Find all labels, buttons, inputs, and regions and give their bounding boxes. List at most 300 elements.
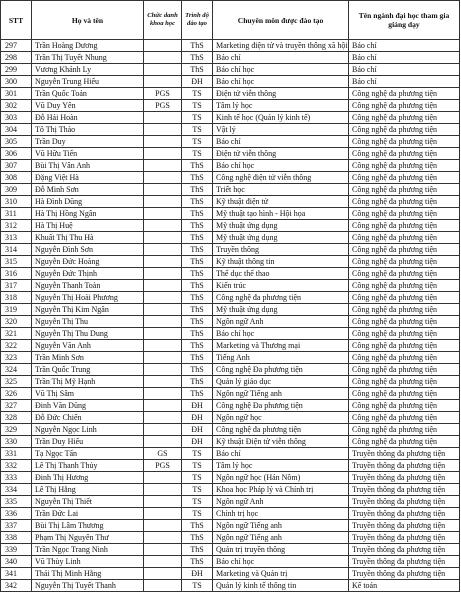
cell-stt: 299	[1, 64, 32, 76]
cell-title	[144, 400, 182, 412]
header-title: Chức danh khoa học	[144, 1, 182, 40]
cell-name: Nguyễn Thanh Toàn	[32, 280, 144, 292]
cell-field: Truyền thông đa phương tiện	[349, 484, 460, 496]
cell-major: Quản lý giáo dục	[213, 376, 349, 388]
table-row	[1, 580, 460, 592]
cell-stt: 329	[1, 424, 32, 436]
cell-stt: 313	[1, 232, 32, 244]
cell-title	[144, 352, 182, 364]
cell-title	[144, 436, 182, 448]
table-row	[1, 268, 460, 280]
cell-name: Nguyễn Văn Anh	[32, 340, 144, 352]
cell-major: Truyền thông	[213, 244, 349, 256]
cell-degree: ThS	[182, 244, 213, 256]
cell-major: Công nghệ điện tử viễn thông	[213, 172, 349, 184]
cell-degree: ThS	[182, 196, 213, 208]
cell-stt: 326	[1, 388, 32, 400]
cell-name: Trần Duy Hiếu	[32, 436, 144, 448]
cell-title	[144, 412, 182, 424]
cell-title	[144, 268, 182, 280]
cell-title	[144, 544, 182, 556]
cell-field: Truyền thông đa phương tiện	[349, 568, 460, 580]
cell-stt: 322	[1, 340, 32, 352]
cell-field: Báo chí	[349, 64, 460, 76]
table-row	[1, 460, 460, 472]
cell-major: Khoa học Pháp lý và Chính trị	[213, 484, 349, 496]
cell-stt: 301	[1, 88, 32, 100]
cell-name: Đinh Thị Hương	[32, 472, 144, 484]
table-row	[1, 364, 460, 376]
cell-title	[144, 556, 182, 568]
cell-degree: ThS	[182, 376, 213, 388]
cell-degree: TS	[182, 88, 213, 100]
table-row	[1, 448, 460, 460]
table-row	[1, 508, 460, 520]
cell-name: Trần Duy	[32, 136, 144, 148]
cell-field: Công nghệ đa phương tiện	[349, 340, 460, 352]
cell-field: Công nghệ đa phương tiện	[349, 232, 460, 244]
cell-major: Ngôn ngữ Tiếng anh	[213, 532, 349, 544]
cell-degree: ĐH	[182, 568, 213, 580]
cell-degree: ThS	[182, 52, 213, 64]
cell-stt: 342	[1, 580, 32, 592]
cell-field: Công nghệ đa phương tiện	[349, 244, 460, 256]
cell-major: Công nghệ đa phương tiện	[213, 292, 349, 304]
cell-title	[144, 388, 182, 400]
cell-stt: 318	[1, 292, 32, 304]
cell-field: Công nghệ đa phương tiện	[349, 172, 460, 184]
cell-name: Nguyễn Thị Kim Ngân	[32, 304, 144, 316]
cell-major: Quản trị truyền thông	[213, 544, 349, 556]
cell-stt: 298	[1, 52, 32, 64]
cell-field: Công nghệ đa phương tiện	[349, 124, 460, 136]
cell-field: Báo chí	[349, 40, 460, 52]
cell-name: Vũ Thị Sâm	[32, 388, 144, 400]
cell-major: Tâm lý học	[213, 100, 349, 112]
cell-major: Điện tử viễn thông	[213, 148, 349, 160]
cell-field: Truyền thông đa phương tiện	[349, 460, 460, 472]
cell-major: Kiến trúc	[213, 280, 349, 292]
cell-stt: 339	[1, 544, 32, 556]
cell-major: Báo chí học	[213, 76, 349, 88]
table-row	[1, 76, 460, 88]
cell-name: Đỗ Minh Sơn	[32, 184, 144, 196]
cell-degree: ThS	[182, 40, 213, 52]
cell-title	[144, 220, 182, 232]
cell-stt: 297	[1, 40, 32, 52]
table-row	[1, 376, 460, 388]
table-row	[1, 256, 460, 268]
cell-name: Nguyễn Thị Thu	[32, 316, 144, 328]
table-row	[1, 340, 460, 352]
table-row	[1, 280, 460, 292]
cell-field: Công nghệ đa phương tiện	[349, 280, 460, 292]
cell-field: Truyền thông đa phương tiện	[349, 472, 460, 484]
table-row	[1, 316, 460, 328]
cell-title	[144, 64, 182, 76]
cell-name: Trần Quốc Toản	[32, 88, 144, 100]
cell-name: Tạ Ngọc Tấn	[32, 448, 144, 460]
cell-field: Công nghệ đa phương tiện	[349, 364, 460, 376]
cell-field: Công nghệ đa phương tiện	[349, 376, 460, 388]
cell-title	[144, 376, 182, 388]
table-row	[1, 220, 460, 232]
cell-field: Công nghệ đa phương tiện	[349, 160, 460, 172]
cell-field: Truyền thông đa phương tiện	[349, 508, 460, 520]
cell-title	[144, 520, 182, 532]
cell-name: Hà Thị Huệ	[32, 220, 144, 232]
cell-degree: ThS	[182, 292, 213, 304]
cell-degree: TS	[182, 100, 213, 112]
cell-field: Công nghệ đa phương tiện	[349, 304, 460, 316]
cell-field: Công nghệ đa phương tiện	[349, 88, 460, 100]
cell-major: Marketing điện tử và truyền thông xã hội	[213, 40, 349, 52]
cell-degree: ThS	[182, 352, 213, 364]
table-row	[1, 496, 460, 508]
cell-name: Vương Khánh Ly	[32, 64, 144, 76]
cell-degree: ThS	[182, 184, 213, 196]
cell-field: Công nghệ đa phương tiện	[349, 196, 460, 208]
cell-stt: 324	[1, 364, 32, 376]
cell-stt: 309	[1, 184, 32, 196]
cell-name: Phạm Thị Nguyên Thư	[32, 532, 144, 544]
cell-title	[144, 40, 182, 52]
cell-major: Quản lý kinh tế thông tin	[213, 580, 349, 592]
cell-stt: 328	[1, 412, 32, 424]
table-row	[1, 544, 460, 556]
cell-degree: TS	[182, 496, 213, 508]
cell-name: Nguyễn Ngọc Linh	[32, 424, 144, 436]
cell-field: Kế toán	[349, 580, 460, 592]
cell-stt: 303	[1, 112, 32, 124]
table-row	[1, 424, 460, 436]
cell-field: Truyền thông đa phương tiện	[349, 448, 460, 460]
table-row	[1, 124, 460, 136]
cell-field: Công nghệ đa phương tiện	[349, 412, 460, 424]
cell-degree: ThS	[182, 316, 213, 328]
cell-degree: TS	[182, 148, 213, 160]
cell-title	[144, 184, 182, 196]
table-row	[1, 52, 460, 64]
cell-title	[144, 364, 182, 376]
cell-title	[144, 472, 182, 484]
table-row	[1, 556, 460, 568]
cell-title	[144, 196, 182, 208]
cell-field: Truyền thông đa phương tiện	[349, 532, 460, 544]
cell-name: Bùi Thị Lâm Thương	[32, 520, 144, 532]
cell-stt: 302	[1, 100, 32, 112]
cell-degree: ThS	[182, 172, 213, 184]
cell-degree: TS	[182, 484, 213, 496]
cell-title	[144, 568, 182, 580]
cell-name: Lê Thị Thanh Thủy	[32, 460, 144, 472]
cell-major: Ngôn ngữ Anh	[213, 316, 349, 328]
cell-field: Công nghệ đa phương tiện	[349, 424, 460, 436]
cell-field: Báo chí	[349, 52, 460, 64]
cell-title	[144, 208, 182, 220]
cell-title	[144, 232, 182, 244]
table-row	[1, 400, 460, 412]
cell-name: Trần Ngọc Trang Ninh	[32, 544, 144, 556]
table-header-row	[1, 1, 460, 40]
cell-degree: TS	[182, 472, 213, 484]
cell-major: Ngôn ngữ Tiếng anh	[213, 388, 349, 400]
cell-stt: 330	[1, 436, 32, 448]
cell-name: Vũ Thùy Linh	[32, 556, 144, 568]
cell-field: Công nghệ đa phương tiện	[349, 436, 460, 448]
header-degree: Trình độ đào tạo	[182, 1, 213, 40]
cell-title: PGS	[144, 88, 182, 100]
cell-major: Báo chí	[213, 52, 349, 64]
cell-title	[144, 580, 182, 592]
cell-degree: ThS	[182, 556, 213, 568]
cell-stt: 321	[1, 328, 32, 340]
table-row	[1, 436, 460, 448]
cell-degree: ĐH	[182, 436, 213, 448]
cell-major: Báo chí	[213, 136, 349, 148]
cell-degree: ĐH	[182, 424, 213, 436]
cell-degree: ĐH	[182, 76, 213, 88]
cell-degree: ThS	[182, 544, 213, 556]
cell-degree: ThS	[182, 328, 213, 340]
cell-field: Công nghệ đa phương tiện	[349, 148, 460, 160]
cell-name: Trần Thị Mỹ Hạnh	[32, 376, 144, 388]
table-row	[1, 100, 460, 112]
cell-title: PGS	[144, 100, 182, 112]
cell-degree: ThS	[182, 304, 213, 316]
cell-major: Công nghệ đa phương tiện	[213, 424, 349, 436]
cell-major: Ngôn ngữ Tiếng anh	[213, 520, 349, 532]
cell-major: Vật lý	[213, 124, 349, 136]
table-row	[1, 64, 460, 76]
cell-major: Tiếng Anh	[213, 352, 349, 364]
table-row	[1, 232, 460, 244]
cell-title	[144, 532, 182, 544]
table-row	[1, 352, 460, 364]
cell-field: Công nghệ đa phương tiện	[349, 220, 460, 232]
table-row	[1, 484, 460, 496]
cell-degree: ThS	[182, 388, 213, 400]
table-row	[1, 136, 460, 148]
cell-major: Thể dục thể thao	[213, 268, 349, 280]
cell-stt: 333	[1, 472, 32, 484]
cell-degree: TS	[182, 124, 213, 136]
cell-major: Công nghệ Đa phương tiện	[213, 364, 349, 376]
cell-stt: 338	[1, 532, 32, 544]
cell-field: Công nghệ đa phương tiện	[349, 112, 460, 124]
cell-stt: 327	[1, 400, 32, 412]
cell-major: Ngôn ngữ học	[213, 412, 349, 424]
cell-name: Khuất Thị Thu Hà	[32, 232, 144, 244]
cell-stt: 325	[1, 376, 32, 388]
cell-name: Vũ Duy Yên	[32, 100, 144, 112]
cell-title	[144, 136, 182, 148]
cell-stt: 323	[1, 352, 32, 364]
cell-degree: ThS	[182, 520, 213, 532]
cell-field: Truyền thông đa phương tiện	[349, 496, 460, 508]
cell-major: Triết học	[213, 184, 349, 196]
cell-stt: 312	[1, 220, 32, 232]
cell-major: Marketing và Thương mại	[213, 340, 349, 352]
cell-degree: TS	[182, 508, 213, 520]
table-row	[1, 88, 460, 100]
cell-stt: 314	[1, 244, 32, 256]
cell-major: Chính trị học	[213, 508, 349, 520]
table-row	[1, 520, 460, 532]
table-row	[1, 532, 460, 544]
cell-major: Báo chí học	[213, 64, 349, 76]
cell-major: Ngôn ngữ học (Hán Nôm)	[213, 472, 349, 484]
cell-name: Tô Thị Thảo	[32, 124, 144, 136]
cell-degree: ThS	[182, 220, 213, 232]
cell-title	[144, 328, 182, 340]
cell-name: Vũ Hữu Tiến	[32, 148, 144, 160]
cell-title	[144, 424, 182, 436]
cell-name: Nguyễn Đức Thịnh	[32, 268, 144, 280]
cell-title	[144, 124, 182, 136]
table-row	[1, 40, 460, 52]
cell-name: Nguyễn Thị Tuyết Thanh	[32, 580, 144, 592]
header-major: Chuyên môn được đào tạo	[213, 1, 349, 40]
cell-field: Công nghệ đa phương tiện	[349, 184, 460, 196]
cell-title	[144, 172, 182, 184]
table-row	[1, 412, 460, 424]
cell-field: Công nghệ đa phương tiện	[349, 352, 460, 364]
cell-degree: ThS	[182, 232, 213, 244]
cell-name: Đặng Việt Hà	[32, 172, 144, 184]
cell-name: Thái Thị Minh Hằng	[32, 568, 144, 580]
cell-major: Kỹ thuật Điện tử viễn thông	[213, 436, 349, 448]
cell-major: Điện tử viễn thông	[213, 88, 349, 100]
cell-stt: 304	[1, 124, 32, 136]
cell-name: Nguyễn Thị Thu Dung	[32, 328, 144, 340]
table-row	[1, 196, 460, 208]
cell-title: PGS	[144, 460, 182, 472]
cell-stt: 315	[1, 256, 32, 268]
cell-degree: TS	[182, 112, 213, 124]
cell-degree: ThS	[182, 364, 213, 376]
cell-stt: 335	[1, 496, 32, 508]
cell-title	[144, 112, 182, 124]
cell-stt: 305	[1, 136, 32, 148]
cell-major: Báo chí học	[213, 160, 349, 172]
table-row	[1, 244, 460, 256]
cell-stt: 308	[1, 172, 32, 184]
cell-name: Lê Thị Hằng	[32, 484, 144, 496]
cell-stt: 331	[1, 448, 32, 460]
cell-major: Kinh tế học (Quản lý kinh tế)	[213, 112, 349, 124]
cell-major: Mỹ thuật ứng dụng	[213, 232, 349, 244]
cell-field: Truyền thông đa phương tiện	[349, 544, 460, 556]
cell-title	[144, 508, 182, 520]
cell-name: Nguyễn Đình Sơn	[32, 244, 144, 256]
cell-stt: 306	[1, 148, 32, 160]
cell-title	[144, 292, 182, 304]
table-row	[1, 568, 460, 580]
cell-major: Ngôn ngữ Anh	[213, 496, 349, 508]
cell-degree: TS	[182, 460, 213, 472]
cell-title	[144, 244, 182, 256]
header-field: Tên ngành đại học tham gia giảng dạy	[349, 1, 460, 40]
cell-stt: 337	[1, 520, 32, 532]
cell-stt: 336	[1, 508, 32, 520]
cell-name: Hà Đình Dũng	[32, 196, 144, 208]
cell-stt: 311	[1, 208, 32, 220]
cell-degree: TS	[182, 136, 213, 148]
cell-name: Trần Đức Lai	[32, 508, 144, 520]
cell-title	[144, 304, 182, 316]
table-row	[1, 304, 460, 316]
table-row	[1, 208, 460, 220]
cell-title	[144, 160, 182, 172]
table-row	[1, 472, 460, 484]
cell-major: Báo chí học	[213, 556, 349, 568]
cell-field: Báo chí	[349, 76, 460, 88]
cell-major: Báo chí học	[213, 328, 349, 340]
cell-field: Truyền thông đa phương tiện	[349, 556, 460, 568]
cell-major: Mỹ thuật ứng dụng	[213, 304, 349, 316]
cell-name: Bùi Thị Vân Anh	[32, 160, 144, 172]
cell-degree: ThS	[182, 160, 213, 172]
table-row	[1, 112, 460, 124]
cell-title	[144, 316, 182, 328]
cell-field: Công nghệ đa phương tiện	[349, 136, 460, 148]
cell-degree: ThS	[182, 532, 213, 544]
cell-major: Tâm lý học	[213, 460, 349, 472]
cell-stt: 316	[1, 268, 32, 280]
cell-field: Công nghệ đa phương tiện	[349, 328, 460, 340]
cell-stt: 340	[1, 556, 32, 568]
cell-name: Nguyễn Thị Hoài Phương	[32, 292, 144, 304]
cell-title	[144, 76, 182, 88]
table-row	[1, 328, 460, 340]
cell-stt: 310	[1, 196, 32, 208]
cell-major: Báo chí	[213, 448, 349, 460]
cell-major: Marketing và Quản trị	[213, 568, 349, 580]
cell-field: Truyền thông đa phương tiện	[349, 520, 460, 532]
cell-degree: ThS	[182, 64, 213, 76]
cell-title	[144, 340, 182, 352]
cell-stt: 307	[1, 160, 32, 172]
cell-title	[144, 280, 182, 292]
cell-degree: TS	[182, 448, 213, 460]
table-row	[1, 292, 460, 304]
cell-name: Nguyễn Thị Thiết	[32, 496, 144, 508]
cell-stt: 341	[1, 568, 32, 580]
cell-name: Trần Quốc Trung	[32, 364, 144, 376]
cell-name: Trần Thị Tuyết Nhung	[32, 52, 144, 64]
cell-degree: ThS	[182, 340, 213, 352]
cell-field: Công nghệ đa phương tiện	[349, 400, 460, 412]
cell-stt: 317	[1, 280, 32, 292]
cell-title	[144, 484, 182, 496]
cell-field: Công nghệ đa phương tiện	[349, 100, 460, 112]
cell-stt: 319	[1, 304, 32, 316]
table-row	[1, 388, 460, 400]
cell-title	[144, 52, 182, 64]
cell-title: GS	[144, 448, 182, 460]
cell-degree: ThS	[182, 268, 213, 280]
cell-field: Công nghệ đa phương tiện	[349, 208, 460, 220]
cell-field: Công nghệ đa phương tiện	[349, 292, 460, 304]
cell-major: Mỹ thuật ứng dụng	[213, 220, 349, 232]
table-row	[1, 148, 460, 160]
cell-degree: ThS	[182, 280, 213, 292]
cell-major: Công nghệ Đa phương tiện	[213, 400, 349, 412]
table-body	[1, 40, 460, 592]
table-row	[1, 172, 460, 184]
cell-field: Công nghệ đa phương tiện	[349, 268, 460, 280]
